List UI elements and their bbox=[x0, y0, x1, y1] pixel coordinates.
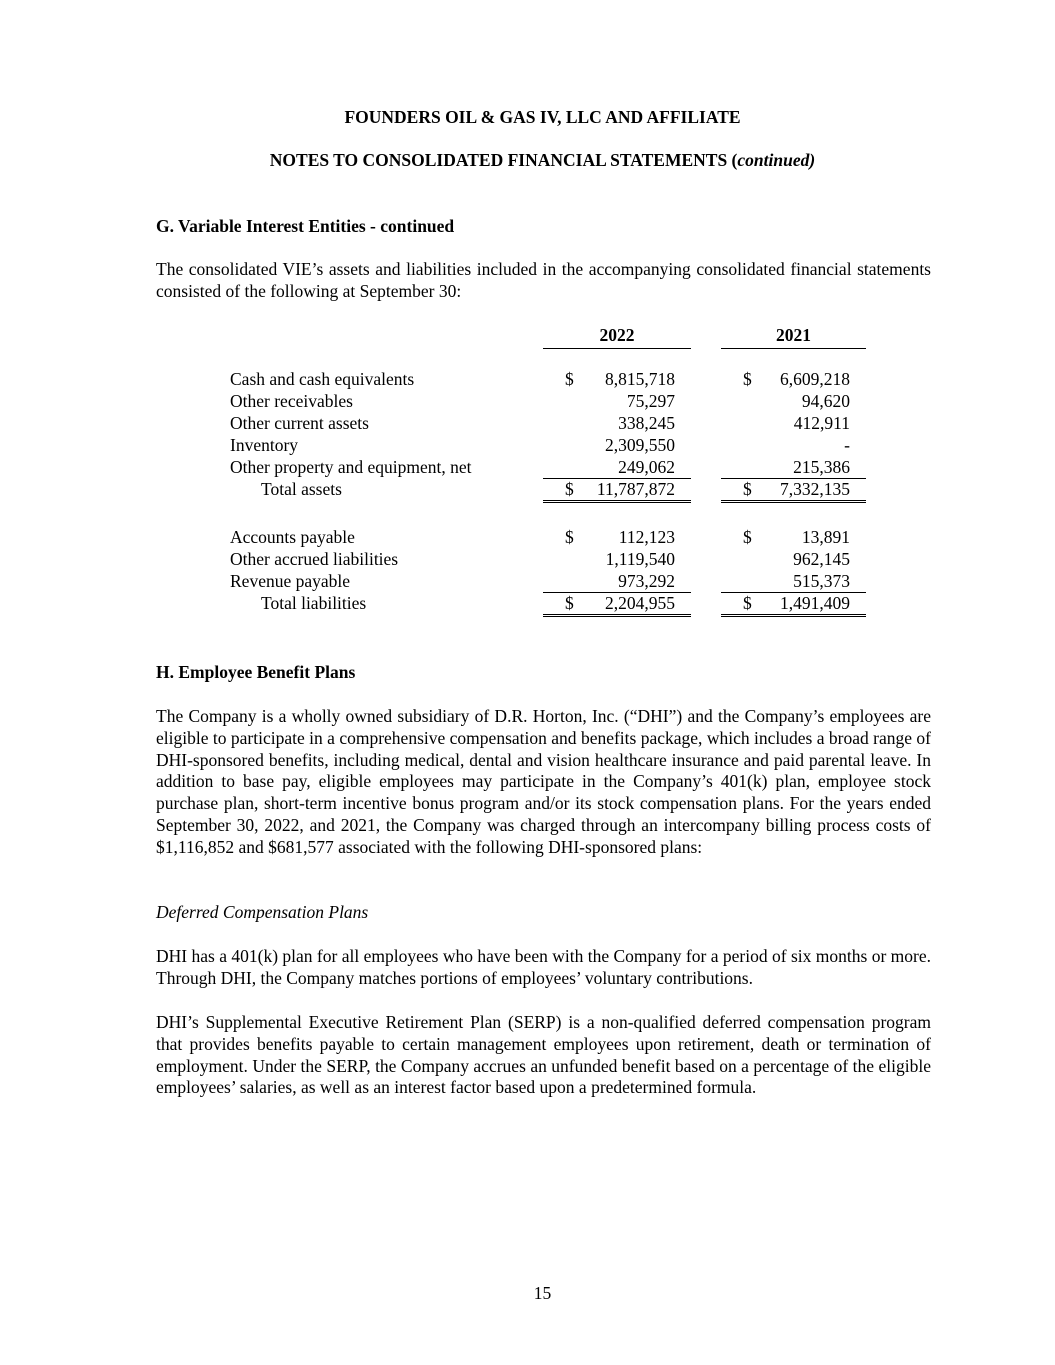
row-label: Total liabilities bbox=[261, 593, 367, 613]
row-label: Inventory bbox=[230, 435, 299, 455]
row-label: Total assets bbox=[261, 479, 342, 499]
row-label: Accounts payable bbox=[230, 527, 355, 547]
value-2021: 13,891 bbox=[801, 527, 850, 547]
currency-symbol: $ bbox=[743, 593, 752, 613]
section-g-title: G. Variable Interest Entities - continued bbox=[156, 216, 455, 236]
section-h-title: H. Employee Benefit Plans bbox=[156, 662, 356, 682]
section-h-paragraph-1: The Company is a wholly owned subsidiary of D.R. Horton, Inc. (“DHI”) and the Company’s employees are eligible to participate in a comprehensive compensation and benefits package, which includes a broad range of DHI-sponsored benefits, including medical, dental and vision healthcare insurance and paid parental leave. In addition to base pay, eligible employees may participate in the Company’s 401(k) plan, employee stock purchase plan, short-term incentive bonus program and/or its stock compensation plans. For the years ended September 30, 2022, and 2021, the Company was charged through an intercompany billing process costs of $1,116,852 and $681,577 associated with the following DHI-sponsored plans: bbox=[156, 706, 931, 857]
table-row bbox=[230, 549, 870, 571]
table-row bbox=[230, 435, 870, 457]
value-2022: 2,204,955 bbox=[605, 593, 675, 613]
company-title: FOUNDERS OIL & GAS IV, LLC AND AFFILIATE bbox=[344, 107, 741, 127]
value-2021: 962,145 bbox=[793, 549, 850, 569]
value-2021: 215,386 bbox=[793, 457, 850, 477]
value-2021: 94,620 bbox=[801, 391, 850, 411]
subtitle-italic: continued) bbox=[737, 150, 816, 170]
table-row bbox=[230, 457, 870, 479]
row-label: Other current assets bbox=[230, 413, 369, 433]
currency-symbol: $ bbox=[565, 479, 574, 499]
value-2021: 7,332,135 bbox=[780, 479, 850, 499]
table-row bbox=[230, 571, 870, 593]
value-2022: 112,123 bbox=[618, 527, 675, 547]
total-assets-row bbox=[230, 479, 870, 501]
row-label: Other receivables bbox=[230, 391, 353, 411]
value-2022: 973,292 bbox=[618, 571, 675, 591]
page-number: 15 bbox=[533, 1283, 552, 1303]
row-label: Cash and cash equivalents bbox=[230, 369, 415, 389]
value-2022: 338,245 bbox=[618, 413, 675, 433]
column-header-2021: 2021 bbox=[721, 325, 866, 349]
currency-symbol: $ bbox=[743, 527, 752, 547]
section-h-paragraph-3: DHI’s Supplemental Executive Retirement Plan (SERP) is a non-qualified deferred compensation program that provides benefits payable to certain management employees upon retirement, death or termination of employment. Under the SERP, the Company accrues an unfunded benefit based on a percentage of the eligible employees’ salaries, as well as an interest factor based upon a predetermined formula. bbox=[156, 1012, 931, 1098]
table-row bbox=[230, 527, 870, 549]
table-row bbox=[230, 391, 870, 413]
currency-symbol: $ bbox=[743, 369, 752, 389]
row-label: Other accrued liabilities bbox=[230, 549, 399, 569]
value-2022: 2,309,550 bbox=[605, 435, 675, 455]
value-2022: 11,787,872 bbox=[596, 479, 675, 499]
value-2022: 75,297 bbox=[626, 391, 675, 411]
currency-symbol: $ bbox=[565, 593, 574, 613]
value-2022: 8,815,718 bbox=[605, 369, 675, 389]
section-g-intro: The consolidated VIE’s assets and liabilities included in the accompanying consolidated financial statements consisted of the following at September 30: bbox=[156, 259, 931, 301]
table-row bbox=[230, 413, 870, 435]
currency-symbol: $ bbox=[565, 527, 574, 547]
value-2021: 412,911 bbox=[793, 413, 850, 433]
deferred-compensation-subheading: Deferred Compensation Plans bbox=[156, 902, 369, 922]
row-label: Revenue payable bbox=[230, 571, 351, 591]
column-header-2022: 2022 bbox=[543, 325, 691, 349]
subtitle-main: NOTES TO CONSOLIDATED FINANCIAL STATEMENTS ( bbox=[269, 150, 738, 170]
value-2022: 1,119,540 bbox=[605, 549, 675, 569]
value-2021: 1,491,409 bbox=[780, 593, 850, 613]
total-liabilities-row bbox=[230, 593, 870, 615]
value-2021: 6,609,218 bbox=[780, 369, 850, 389]
page-subtitle bbox=[0, 150, 1055, 171]
value-2021: 515,373 bbox=[793, 571, 850, 591]
table-row bbox=[230, 369, 870, 391]
currency-symbol: $ bbox=[565, 369, 574, 389]
row-label: Other property and equipment, net bbox=[230, 457, 472, 477]
currency-symbol: $ bbox=[743, 479, 752, 499]
value-2022: 249,062 bbox=[618, 457, 675, 477]
section-h-paragraph-2: DHI has a 401(k) plan for all employees who have been with the Company for a period of six months or more. Through DHI, the Company matches portions of employees’ voluntary contributions. bbox=[156, 946, 931, 988]
value-2021: - bbox=[844, 435, 850, 455]
